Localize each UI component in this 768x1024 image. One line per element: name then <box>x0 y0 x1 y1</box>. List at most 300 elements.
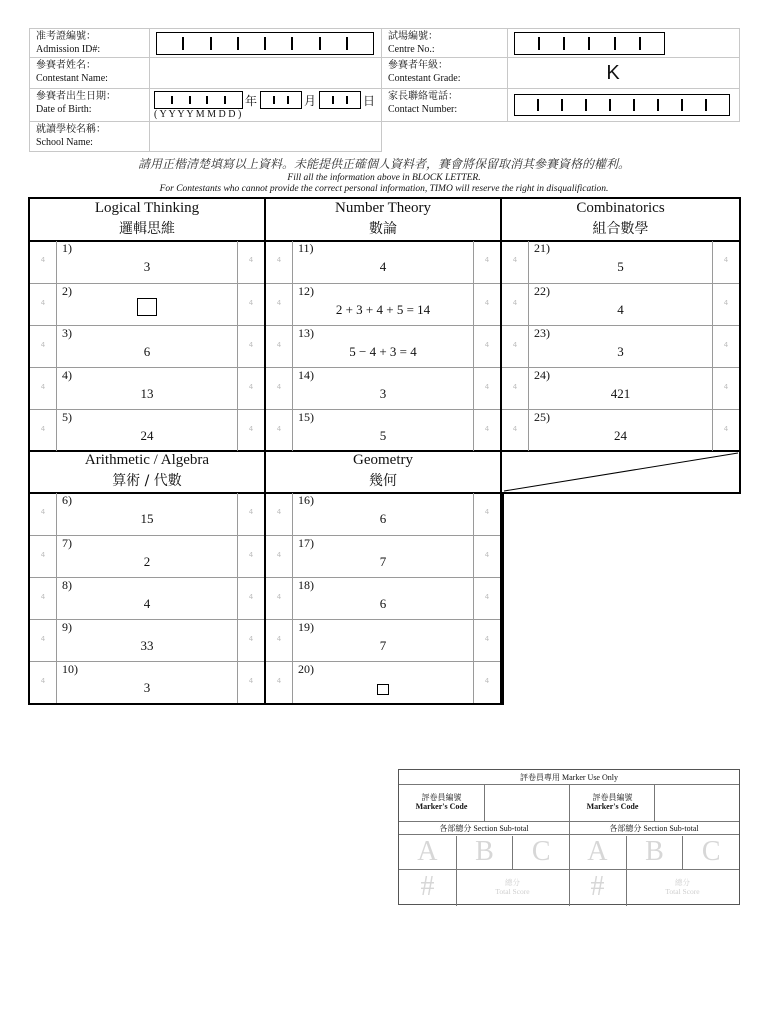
mark-cell-right[interactable] <box>237 662 264 703</box>
mark-cell-right[interactable] <box>237 578 264 619</box>
answer-row <box>502 283 739 325</box>
dob-year-boxes[interactable] <box>154 91 243 109</box>
answer-row <box>30 283 264 325</box>
answer-row <box>30 241 264 283</box>
answer-cell[interactable] <box>293 662 473 703</box>
answer-cell[interactable] <box>293 536 473 577</box>
mark-placeholder: 4 <box>276 340 282 349</box>
mark-cell-right[interactable] <box>473 662 500 703</box>
mark-placeholder: 4 <box>248 424 254 433</box>
name-label-zh: 參賽者姓名： <box>36 60 96 71</box>
section-title-en: Combinatorics <box>576 200 665 216</box>
mark-cell-left[interactable] <box>266 578 293 619</box>
mark-cell-right[interactable] <box>237 620 264 661</box>
answer-cell[interactable] <box>57 284 237 325</box>
question-number: 15) <box>298 410 314 424</box>
mark-placeholder: 4 <box>512 340 518 349</box>
answer-cell[interactable] <box>529 241 712 283</box>
mark-cell-right[interactable] <box>712 410 739 451</box>
grade-label-cell <box>381 57 508 89</box>
mark-placeholder: 4 <box>248 634 254 643</box>
mark-cell-left[interactable] <box>266 326 293 367</box>
question-number: 9) <box>62 620 72 634</box>
contestant-info-table <box>29 28 740 148</box>
mark-placeholder: 4 <box>723 340 729 349</box>
mark-cell-left[interactable] <box>266 284 293 325</box>
dob-label-zh: 參賽者出生日期： <box>36 91 116 102</box>
centre-label-en: Centre No.: <box>388 44 435 55</box>
centre-no-field[interactable] <box>507 28 740 58</box>
answer-row <box>266 241 500 283</box>
question-number: 19) <box>298 620 314 634</box>
mark-cell-left[interactable] <box>266 536 293 577</box>
answer-value: 24 <box>140 428 154 443</box>
count-hash-left: # <box>420 871 435 902</box>
school-label-en: School Name: <box>36 137 93 148</box>
mark-cell-right[interactable] <box>237 536 264 577</box>
digit-divider <box>609 99 611 111</box>
subtotal-cell[interactable]: B <box>626 836 683 869</box>
mark-placeholder: 4 <box>484 382 490 391</box>
mark-placeholder: 4 <box>484 634 490 643</box>
digit-divider <box>189 96 191 104</box>
answer-row <box>30 661 264 703</box>
mark-cell-left[interactable] <box>266 662 293 703</box>
mark-cell-right[interactable] <box>237 368 264 409</box>
answer-value: 2 + 3 + 4 + 5 = 14 <box>335 302 431 317</box>
mark-cell-right[interactable] <box>237 241 264 283</box>
notice-block-letter: Fill all the information above in BLOCK LETTER. <box>287 173 481 183</box>
answer-value: 3 <box>143 259 151 274</box>
section-title-en: Arithmetic / Algebra <box>84 452 210 468</box>
section-subtotal-label-left: 各部總分 Section Sub-total <box>439 824 529 833</box>
question-number: 16) <box>298 493 314 507</box>
mark-cell-left[interactable] <box>30 536 57 577</box>
digit-divider <box>681 99 683 111</box>
question-number: 1) <box>62 241 72 255</box>
digit-divider <box>585 99 587 111</box>
contestant-name-field[interactable] <box>149 57 382 89</box>
digit-divider <box>588 37 590 50</box>
dob-month-boxes[interactable] <box>260 91 302 109</box>
dob-label-en: Date of Birth: <box>36 104 92 115</box>
digit-divider <box>319 37 321 50</box>
digit-divider <box>705 99 707 111</box>
answer-value: 4 <box>617 302 624 317</box>
mark-placeholder: 4 <box>276 298 282 307</box>
answer-cell[interactable] <box>293 493 473 535</box>
subtotal-cell[interactable]: C <box>512 836 569 869</box>
question-number: 13) <box>298 326 314 340</box>
digit-divider <box>538 37 540 50</box>
question-number: 11) <box>298 241 314 255</box>
mark-cell-left[interactable] <box>502 368 529 409</box>
mark-cell-right[interactable] <box>237 493 264 535</box>
mark-placeholder: 4 <box>248 676 254 685</box>
dob-day-char: 日 <box>363 94 376 108</box>
grade-value: K <box>606 62 620 84</box>
answer-row <box>266 661 500 703</box>
mark-cell-left[interactable] <box>30 620 57 661</box>
question-number: 21) <box>534 241 550 255</box>
school-label-cell <box>29 121 150 152</box>
answer-cell[interactable] <box>529 410 712 451</box>
diagonal-slash <box>504 453 738 491</box>
subtotal-cell[interactable]: B <box>456 836 513 869</box>
mark-placeholder: 4 <box>484 592 490 601</box>
digit-divider <box>614 37 616 50</box>
digit-divider <box>563 37 565 50</box>
answer-cell[interactable] <box>57 578 237 619</box>
contact-label-zh: 家長聯絡電話： <box>388 91 458 102</box>
answer-cell[interactable] <box>57 536 237 577</box>
question-number: 6) <box>62 493 72 507</box>
mark-placeholder: 4 <box>512 256 518 264</box>
answer-row <box>502 367 739 409</box>
mark-placeholder: 4 <box>248 256 254 264</box>
mark-placeholder: 4 <box>248 298 254 307</box>
marker-code-label-right <box>569 784 654 821</box>
answer-value: 5 − 4 + 3 = 4 <box>349 344 417 359</box>
total-score-right[interactable] <box>626 878 739 896</box>
answer-cell[interactable] <box>293 410 473 451</box>
count-hash-right: # <box>590 871 605 902</box>
mark-cell-right[interactable] <box>712 284 739 325</box>
answer-row <box>502 325 739 367</box>
answer-row <box>266 409 500 451</box>
mark-cell-right[interactable] <box>473 410 500 451</box>
mark-placeholder: 4 <box>276 508 282 516</box>
admission-label-zh: 准考證編號： <box>36 31 96 42</box>
centre-no-boxes[interactable] <box>514 32 665 55</box>
answer-cell[interactable] <box>293 326 473 367</box>
mark-cell-left[interactable] <box>502 410 529 451</box>
mark-placeholder: 4 <box>248 382 254 391</box>
mark-cell-left[interactable] <box>30 578 57 619</box>
section-title-zh: 幾何 <box>369 473 397 489</box>
subtotal-cell[interactable]: A <box>417 836 438 867</box>
digit-divider <box>657 99 659 111</box>
mark-placeholder: 4 <box>248 340 254 349</box>
mark-placeholder: 4 <box>276 256 282 264</box>
answer-value: 5 <box>617 259 624 274</box>
mark-placeholder: 4 <box>484 424 490 433</box>
mark-cell-left[interactable] <box>30 368 57 409</box>
answer-value: 3 <box>379 386 387 401</box>
section-title-en: Logical Thinking <box>94 200 200 216</box>
mark-placeholder: 4 <box>248 508 254 516</box>
marker-code-zh: 評卷員編號 <box>592 793 633 802</box>
digit-divider <box>171 96 173 104</box>
section-header-combinatorics <box>502 199 739 239</box>
answer-square-box <box>377 684 389 695</box>
marker-code-field-right[interactable] <box>654 784 739 821</box>
grade-label-zh: 參賽者年級： <box>388 60 448 71</box>
name-label-cell <box>29 57 150 89</box>
mark-placeholder: 4 <box>40 592 46 601</box>
answer-row <box>266 325 500 367</box>
question-number: 25) <box>534 410 550 424</box>
mark-placeholder: 4 <box>40 424 46 433</box>
mark-placeholder: 4 <box>276 676 282 685</box>
contestant-grade-field[interactable] <box>507 57 740 89</box>
section-header-arithmetic-algebra <box>30 451 264 491</box>
mark-cell-left[interactable] <box>30 326 57 367</box>
mark-placeholder: 4 <box>512 298 518 307</box>
answer-cell[interactable] <box>57 410 237 451</box>
answer-cell[interactable] <box>57 662 237 703</box>
mark-placeholder: 4 <box>484 256 490 264</box>
mark-cell-right[interactable] <box>712 368 739 409</box>
mark-cell-right[interactable] <box>712 326 739 367</box>
school-name-field[interactable] <box>149 121 382 152</box>
grade-label-en: Contestant Grade: <box>388 73 461 84</box>
digit-divider <box>537 99 539 111</box>
mark-cell-left[interactable] <box>30 410 57 451</box>
dob-format-hint: ( Y Y Y Y M M D D ) <box>154 109 242 120</box>
answer-row <box>266 577 500 619</box>
answer-value: 4 <box>143 596 151 611</box>
mark-cell-left[interactable] <box>266 620 293 661</box>
subtotal-cell[interactable]: A <box>587 836 608 867</box>
mark-cell-right[interactable] <box>473 326 500 367</box>
answer-value: 421 <box>610 386 631 401</box>
digit-divider <box>273 96 275 104</box>
mark-cell-left[interactable] <box>502 241 529 283</box>
mark-placeholder: 4 <box>484 676 490 685</box>
answer-cell[interactable] <box>529 326 712 367</box>
question-number: 24) <box>534 368 550 382</box>
answer-row <box>266 367 500 409</box>
contact-label-en: Contact Number: <box>388 104 458 115</box>
mark-cell-right[interactable] <box>473 368 500 409</box>
question-number: 2) <box>62 284 72 298</box>
dob-month-char: 月 <box>304 94 317 108</box>
digit-divider <box>561 99 563 111</box>
mark-cell-right[interactable] <box>473 620 500 661</box>
admission-label-en: Admission ID#: <box>36 44 101 55</box>
admission-label-cell <box>29 28 150 58</box>
mark-cell-left[interactable] <box>266 410 293 451</box>
section-header-number-theory <box>266 199 500 239</box>
digit-divider <box>206 96 208 104</box>
digit-divider <box>633 99 635 111</box>
mark-placeholder: 4 <box>276 382 282 391</box>
total-score-en: Total Score <box>665 887 700 896</box>
answer-row <box>502 241 739 283</box>
answer-cell[interactable] <box>293 368 473 409</box>
question-number: 17) <box>298 536 314 550</box>
school-label-zh: 就讀學校名稱： <box>36 124 106 135</box>
answer-cell[interactable] <box>57 241 237 283</box>
mark-cell-left[interactable] <box>502 284 529 325</box>
answer-value: 6 <box>379 596 387 611</box>
centre-label-zh: 試場編號： <box>388 31 438 42</box>
answer-cell[interactable] <box>529 368 712 409</box>
mark-cell-left[interactable] <box>30 284 57 325</box>
answer-value: 15 <box>140 511 154 526</box>
marker-code-field-left[interactable] <box>484 784 569 821</box>
mark-placeholder: 4 <box>276 634 282 643</box>
contact-number-field[interactable] <box>507 88 740 122</box>
mark-cell-right[interactable] <box>237 284 264 325</box>
answer-value: 7 <box>379 638 387 653</box>
mark-cell-left[interactable] <box>30 493 57 535</box>
question-number: 12) <box>298 284 314 298</box>
answer-value: 5 <box>379 428 387 443</box>
digit-divider <box>639 37 641 50</box>
total-score-zh: 總分 <box>505 878 520 887</box>
mark-cell-right[interactable] <box>473 578 500 619</box>
mark-cell-left[interactable] <box>266 493 293 535</box>
answer-row <box>30 325 264 367</box>
digit-divider <box>210 37 212 50</box>
section-subtotal-label-right: 各部總分 Section Sub-total <box>609 824 699 833</box>
question-number: 10) <box>62 662 78 676</box>
marker-rule <box>399 834 739 835</box>
contact-label-cell <box>381 88 508 122</box>
mark-placeholder: 4 <box>276 592 282 601</box>
marker-code-zh: 評卷員編號 <box>421 793 462 802</box>
digit-divider <box>237 37 239 50</box>
mark-cell-left[interactable] <box>266 368 293 409</box>
digit-divider <box>332 96 334 104</box>
digit-divider <box>287 96 289 104</box>
notice-disqualification: For Contestants who cannot provide the correct personal information, TIMO will reserve the right in disqualification. <box>159 184 609 194</box>
section-title-en: Geometry <box>353 452 413 468</box>
admission-id-field[interactable] <box>149 28 382 58</box>
answer-value: 33 <box>140 638 154 653</box>
marker-code-en: Marker's Code <box>415 802 468 811</box>
answer-row <box>30 577 264 619</box>
mark-cell-right[interactable] <box>237 410 264 451</box>
mark-placeholder: 4 <box>276 424 282 433</box>
section-title-zh: 數論 <box>369 221 397 237</box>
answer-cell[interactable] <box>57 368 237 409</box>
mark-placeholder: 4 <box>723 256 729 264</box>
marker-rule <box>399 869 739 870</box>
mark-cell-left[interactable] <box>30 662 57 703</box>
answer-cell[interactable] <box>57 493 237 535</box>
answer-cell[interactable] <box>57 326 237 367</box>
answer-cell[interactable] <box>57 620 237 661</box>
answer-cell[interactable] <box>293 620 473 661</box>
question-number: 22) <box>534 284 550 298</box>
total-score-zh: 總分 <box>675 878 690 887</box>
answer-row <box>502 409 739 451</box>
answer-row <box>266 535 500 577</box>
answer-value: 3 <box>617 344 624 359</box>
mark-cell-left[interactable] <box>30 241 57 283</box>
date-of-birth-field[interactable] <box>149 88 382 122</box>
mark-placeholder: 4 <box>40 298 46 307</box>
mark-placeholder: 4 <box>723 298 729 307</box>
question-number: 18) <box>298 578 314 592</box>
mark-cell-right[interactable] <box>473 284 500 325</box>
marker-use-only-table <box>398 769 740 905</box>
question-number: 20) <box>298 662 314 676</box>
dob-day-boxes[interactable] <box>319 91 361 109</box>
answer-row <box>30 535 264 577</box>
admission-id-boxes[interactable] <box>156 32 374 55</box>
answer-row <box>266 283 500 325</box>
digit-divider <box>291 37 293 50</box>
digit-divider <box>346 96 348 104</box>
answer-square-box <box>137 298 157 316</box>
mark-placeholder: 4 <box>40 508 46 516</box>
subtotal-cell[interactable]: C <box>682 836 739 869</box>
digit-divider <box>182 37 184 50</box>
answer-row <box>30 493 264 535</box>
section-header-geometry <box>266 451 500 491</box>
answer-cell[interactable] <box>529 284 712 325</box>
answer-row <box>30 367 264 409</box>
mark-cell-right[interactable] <box>473 493 500 535</box>
digit-divider <box>346 37 348 50</box>
question-number: 23) <box>534 326 550 340</box>
mark-cell-left[interactable] <box>266 241 293 283</box>
answer-value: 3 <box>143 680 151 695</box>
mark-placeholder: 4 <box>40 550 46 559</box>
question-number: 3) <box>62 326 72 340</box>
section-title-zh: 算術 / 代數 <box>112 473 182 489</box>
dob-year-char: 年 <box>245 94 258 108</box>
centre-label-cell <box>381 28 508 58</box>
mark-placeholder: 4 <box>40 256 46 264</box>
contact-number-boxes[interactable] <box>514 94 730 116</box>
total-score-en: Total Score <box>495 887 530 896</box>
answer-value: 6 <box>379 511 387 526</box>
question-number: 14) <box>298 368 314 382</box>
mark-cell-right[interactable] <box>712 241 739 283</box>
mark-placeholder: 4 <box>484 508 490 516</box>
total-score-left[interactable] <box>456 878 569 896</box>
dob-label-cell <box>29 88 150 122</box>
answer-row <box>266 493 500 535</box>
section-title-zh: 邏輯思維 <box>119 221 175 237</box>
mark-placeholder: 4 <box>512 382 518 391</box>
notice-chinese: 請用正楷清楚填寫以上資料。未能提供正確個人資料者，賽會將保留取消其參賽資格的權利。 <box>137 157 630 171</box>
answer-cell[interactable] <box>293 578 473 619</box>
answer-cell[interactable] <box>293 284 473 325</box>
mark-placeholder: 4 <box>512 424 518 433</box>
marker-code-label-left <box>399 784 484 821</box>
mark-placeholder: 4 <box>248 550 254 559</box>
answer-row <box>266 619 500 661</box>
marker-title: 評卷員專用 Marker Use Only <box>520 773 618 782</box>
mark-placeholder: 4 <box>723 382 729 391</box>
mark-cell-left[interactable] <box>502 326 529 367</box>
digit-divider <box>264 37 266 50</box>
mark-placeholder: 4 <box>40 340 46 349</box>
mark-placeholder: 4 <box>40 634 46 643</box>
mark-placeholder: 4 <box>484 298 490 307</box>
section-header-logical-thinking <box>30 199 264 239</box>
question-number: 7) <box>62 536 72 550</box>
answer-value: 13 <box>140 386 154 401</box>
answer-value: 6 <box>143 344 151 359</box>
mark-cell-right[interactable] <box>237 326 264 367</box>
section-title-zh: 組合數學 <box>592 221 649 237</box>
answer-value: 2 <box>143 554 151 569</box>
marker-code-en: Marker's Code <box>586 802 639 811</box>
mark-placeholder: 4 <box>40 676 46 685</box>
name-label-en: Contestant Name: <box>36 73 108 84</box>
question-number: 4) <box>62 368 72 382</box>
mark-cell-right[interactable] <box>473 536 500 577</box>
mark-cell-right[interactable] <box>473 241 500 283</box>
answer-cell[interactable] <box>293 241 473 283</box>
